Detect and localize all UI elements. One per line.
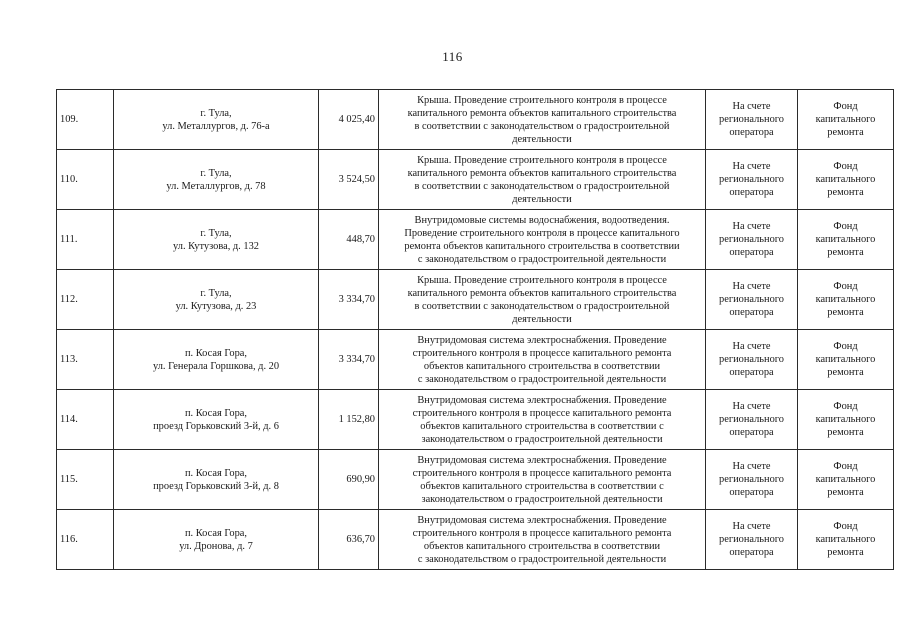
- cell-text-line: капитального ремонта объектов капитального строительства: [407, 107, 677, 119]
- row-number-cell: 115.: [57, 450, 114, 510]
- cell-text-line: ремонта: [827, 367, 864, 378]
- cell-text-line: ул. Кутузова, д. 23: [175, 300, 257, 312]
- cell-text-line: строительного контроля в процессе капитального ремонта: [412, 527, 672, 539]
- cell-text-line: объектов капитального строительства в соответствии с: [420, 480, 664, 492]
- cell-text-line: капитального: [815, 114, 876, 125]
- cell-text-line: регионального: [719, 534, 784, 545]
- cell-text-line: г. Тула,: [200, 167, 232, 179]
- amount-cell: 1 152,80: [319, 390, 379, 450]
- cell-text-line: Крыша. Проведение строительного контроля в процессе: [417, 94, 667, 106]
- cell-text-line: На счете: [732, 341, 771, 352]
- cell-text-line: в соответствии с законодательством о градостроительной: [414, 120, 670, 132]
- row-number-cell: 114.: [57, 390, 114, 450]
- cell-text-line: капитального ремонта объектов капитального строительства: [407, 287, 677, 299]
- cell-text-line: объектов капитального строительства в соответствии: [423, 360, 661, 372]
- cell-text-line: На счете: [732, 401, 771, 412]
- payer-cell: [706, 210, 798, 270]
- cell-text-line: Внутридомовая система электроснабжения. Проведение: [417, 334, 667, 346]
- amount-cell: 448,70: [319, 210, 379, 270]
- cell-text-line: г. Тула,: [200, 107, 232, 119]
- cell-text-line: регионального: [719, 174, 784, 185]
- cell-text-line: Фонд: [833, 461, 858, 472]
- table-row: [57, 90, 894, 150]
- payer-cell: [706, 450, 798, 510]
- address-cell: [114, 270, 319, 330]
- payer-cell: [706, 270, 798, 330]
- cell-text-line: капитального: [815, 294, 876, 305]
- work-description-cell: [379, 270, 706, 330]
- cell-text-line: Фонд: [833, 161, 858, 172]
- cell-text-line: оператора: [729, 367, 774, 378]
- payer-cell: [706, 330, 798, 390]
- cell-text-line: Фонд: [833, 221, 858, 232]
- fund-cell: [798, 150, 894, 210]
- fund-cell: [798, 510, 894, 570]
- cell-text-line: законодательством о градостроительной деятельности: [421, 433, 663, 445]
- cell-text-line: Внутридомовая система электроснабжения. Проведение: [417, 454, 667, 466]
- cell-text-line: в соответствии с законодательством о градостроительной: [414, 180, 670, 192]
- payer-cell: [706, 390, 798, 450]
- cell-text-line: ремонта: [827, 487, 864, 498]
- cell-text-line: капитального: [815, 234, 876, 245]
- cell-text-line: ремонта: [827, 307, 864, 318]
- table-row: [57, 510, 894, 570]
- cell-text-line: оператора: [729, 187, 774, 198]
- cell-text-line: проезд Горьковский 3-й, д. 6: [153, 420, 279, 432]
- cell-text-line: объектов капитального строительства в соответствии: [423, 540, 661, 552]
- cell-text-line: ул. Генерала Горшкова, д. 20: [152, 360, 280, 372]
- cell-text-line: На счете: [732, 461, 771, 472]
- cell-text-line: ул. Металлургов, д. 76-а: [162, 120, 270, 132]
- cell-text-line: ремонта: [827, 427, 864, 438]
- cell-text-line: На счете: [732, 161, 771, 172]
- address-cell: [114, 510, 319, 570]
- cell-text-line: На счете: [732, 221, 771, 232]
- cell-text-line: п. Косая Гора,: [184, 527, 248, 539]
- cell-text-line: с законодательством о градостроительной деятельности: [417, 553, 667, 565]
- address-cell: [114, 150, 319, 210]
- work-description-cell: [379, 150, 706, 210]
- work-description-cell: [379, 90, 706, 150]
- cell-text-line: ремонта: [827, 187, 864, 198]
- cell-text-line: ул. Дронова, д. 7: [179, 540, 253, 552]
- cell-text-line: оператора: [729, 427, 774, 438]
- cell-text-line: Фонд: [833, 341, 858, 352]
- cell-text-line: оператора: [729, 127, 774, 138]
- cell-text-line: строительного контроля в процессе капитального ремонта: [412, 347, 672, 359]
- cell-text-line: капитального: [815, 354, 876, 365]
- cell-text-line: оператора: [729, 307, 774, 318]
- fund-cell: [798, 450, 894, 510]
- cell-text-line: ул. Металлургов, д. 78: [166, 180, 266, 192]
- fund-cell: [798, 390, 894, 450]
- cell-text-line: п. Косая Гора,: [184, 407, 248, 419]
- cell-text-line: Проведение строительного контроля в процессе капитального: [404, 227, 680, 239]
- cell-text-line: ремонта: [827, 547, 864, 558]
- works-table: [56, 89, 894, 570]
- amount-cell: 636,70: [319, 510, 379, 570]
- cell-text-line: капитального ремонта объектов капитального строительства: [407, 167, 677, 179]
- address-cell: [114, 210, 319, 270]
- cell-text-line: На счете: [732, 521, 771, 532]
- table-row: [57, 390, 894, 450]
- cell-text-line: Фонд: [833, 101, 858, 112]
- cell-text-line: оператора: [729, 247, 774, 258]
- page-number: 116: [442, 49, 463, 64]
- cell-text-line: проезд Горьковский 3-й, д. 8: [153, 480, 279, 492]
- cell-text-line: Крыша. Проведение строительного контроля в процессе: [417, 154, 667, 166]
- row-number-cell: 116.: [57, 510, 114, 570]
- cell-text-line: строительного контроля в процессе капитального ремонта: [412, 407, 672, 419]
- amount-cell: 690,90: [319, 450, 379, 510]
- cell-text-line: регионального: [719, 414, 784, 425]
- row-number-cell: 110.: [57, 150, 114, 210]
- amount-cell: 4 025,40: [319, 90, 379, 150]
- cell-text-line: г. Тула,: [200, 287, 232, 299]
- cell-text-line: п. Косая Гора,: [184, 347, 248, 359]
- cell-text-line: с законодательством о градостроительной деятельности: [417, 373, 667, 385]
- work-description-cell: [379, 450, 706, 510]
- address-cell: [114, 330, 319, 390]
- payer-cell: [706, 90, 798, 150]
- cell-text-line: Внутридомовая система электроснабжения. Проведение: [417, 394, 667, 406]
- work-description-cell: [379, 510, 706, 570]
- cell-text-line: регионального: [719, 474, 784, 485]
- table-row: [57, 330, 894, 390]
- cell-text-line: деятельности: [512, 133, 572, 145]
- payer-cell: [706, 510, 798, 570]
- amount-cell: 3 334,70: [319, 330, 379, 390]
- table-row: [57, 150, 894, 210]
- cell-text-line: Внутридомовая система электроснабжения. Проведение: [417, 514, 667, 526]
- row-number-cell: 109.: [57, 90, 114, 150]
- cell-text-line: ул. Кутузова, д. 132: [173, 240, 259, 252]
- works-table-body: [57, 90, 894, 570]
- row-number-cell: 113.: [57, 330, 114, 390]
- cell-text-line: с законодательством о градостроительной деятельности: [417, 253, 667, 265]
- cell-text-line: в соответствии с законодательством о градостроительной: [414, 300, 670, 312]
- cell-text-line: капитального: [815, 174, 876, 185]
- cell-text-line: г. Тула,: [200, 227, 232, 239]
- cell-text-line: ремонта: [827, 247, 864, 258]
- fund-cell: [798, 90, 894, 150]
- work-description-cell: [379, 390, 706, 450]
- row-number-cell: 111.: [57, 210, 114, 270]
- fund-cell: [798, 330, 894, 390]
- table-row: [57, 210, 894, 270]
- cell-text-line: Крыша. Проведение строительного контроля в процессе: [417, 274, 667, 286]
- cell-text-line: деятельности: [512, 313, 572, 325]
- cell-text-line: Фонд: [833, 521, 858, 532]
- table-row: [57, 270, 894, 330]
- cell-text-line: Фонд: [833, 281, 858, 292]
- cell-text-line: ремонта: [827, 127, 864, 138]
- address-cell: [114, 450, 319, 510]
- amount-cell: 3 334,70: [319, 270, 379, 330]
- address-cell: [114, 90, 319, 150]
- cell-text-line: п. Косая Гора,: [184, 467, 248, 479]
- table-row: [57, 450, 894, 510]
- cell-text-line: ремонта объектов капитального строительства в соответствии: [404, 240, 680, 252]
- cell-text-line: На счете: [732, 281, 771, 292]
- address-cell: [114, 390, 319, 450]
- work-description-cell: [379, 210, 706, 270]
- cell-text-line: Фонд: [833, 401, 858, 412]
- cell-text-line: капитального: [815, 414, 876, 425]
- cell-text-line: регионального: [719, 294, 784, 305]
- cell-text-line: На счете: [732, 101, 771, 112]
- cell-text-line: строительного контроля в процессе капитального ремонта: [412, 467, 672, 479]
- cell-text-line: капитального: [815, 534, 876, 545]
- fund-cell: [798, 210, 894, 270]
- cell-text-line: капитального: [815, 474, 876, 485]
- fund-cell: [798, 270, 894, 330]
- cell-text-line: регионального: [719, 234, 784, 245]
- cell-text-line: законодательством о градостроительной деятельности: [421, 493, 663, 505]
- amount-cell: 3 524,50: [319, 150, 379, 210]
- cell-text-line: Внутридомовые системы водоснабжения, водоотведения.: [414, 214, 670, 226]
- cell-text-line: оператора: [729, 547, 774, 558]
- row-number-cell: 112.: [57, 270, 114, 330]
- work-description-cell: [379, 330, 706, 390]
- cell-text-line: регионального: [719, 114, 784, 125]
- cell-text-line: объектов капитального строительства в соответствии с: [420, 420, 664, 432]
- cell-text-line: оператора: [729, 487, 774, 498]
- cell-text-line: деятельности: [512, 193, 572, 205]
- payer-cell: [706, 150, 798, 210]
- cell-text-line: регионального: [719, 354, 784, 365]
